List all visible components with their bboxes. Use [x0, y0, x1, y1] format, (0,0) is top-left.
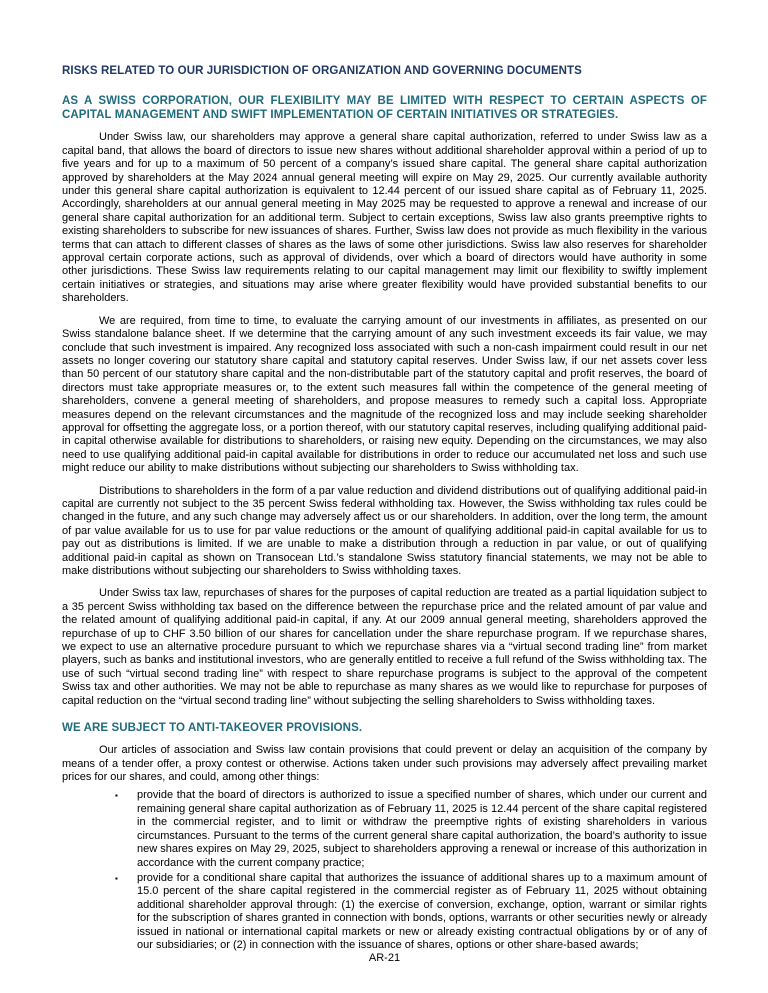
list-item	[62, 872, 707, 952]
paragraph-repurchases: Under Swiss tax law, repurchases of shares for the purposes of capital reduction are treated as a partial liquidation subject to a 35 percent Swiss withholding tax based on the difference between the repurchase price and the related amount of par value and the related amount of qualifying additional paid-in capital, if any. At our 2009 annual general meeting, shareholders approved the repurchase of up to CHF 3.50 billion of our shares for cancellation under the share repurchase program. If we repurchase shares, we expect to use an alternative procedure pursuant to which we repurchase shares via a “virtual second trading line” from market players, such as banks and institutional investors, who are generally entitled to receive a full refund of the Swiss withholding tax. The use of such “virtual second trading line” with respect to share repurchase programs is subject to the approval of the competent Swiss tax and other authorities. We may not be able to repurchase as many shares as we would like to repurchase for purposes of capital reduction on the “virtual second trading line” without subjecting the selling shareholders to Swiss withholding taxes.	[62, 587, 707, 707]
bullet-text-board-authorization: provide that the board of directors is authorized to issue a specified number of shares, which under our current and remaining general share capital authorization as of February 11, 2025 is 12.44 percent of the share capital registered in the commercial register, and to limit or withdraw the preemptive rights of existing shareholders in various circumstances. Pursuant to the terms of the current general share capital authorization, the board’s authority to issue new shares expires on May 29, 2025, subject to shareholders approving a renewal or increase of this authorization in accordance with the current company practice;	[137, 789, 707, 869]
anti-takeover-bullet-list	[62, 787, 707, 952]
bullet-square-icon: ▪	[115, 873, 118, 883]
list-item	[62, 789, 707, 869]
paragraph-capital-band: Under Swiss law, our shareholders may approve a general share capital authorization, referred to under Swiss law as a capital band, that allows the board of directors to issue new shares without additional shareholder approval within a period of up to five years and for up to a maximum of 50 percent of a company’s issued share capital. The general share capital authorization approved by shareholders at the May 2024 annual general meeting will expire on May 29, 2025. Our currently available authority under this general share capital authorization is equivalent to 12.44 percent of our issued share capital as of February 11, 2025. Accordingly, shareholders at our annual general meeting in May 2025 may be requested to approve a renewal and increase of our general share capital authorization for an additional term. Subject to certain exceptions, Swiss law also grants preemptive rights to existing shareholders to subscribe for new issuances of shares. Further, Swiss law does not provide as much flexibility in the various terms that can attach to different classes of shares as the laws of some other jurisdictions. Swiss law also reserves for shareholder approval certain corporate actions, such as approval of dividends, over which a board of directors would have authority in some other jurisdictions. These Swiss law requirements relating to our capital management may limit our flexibility to swiftly implement certain initiatives or strategies, and situations may arise where greater flexibility would have provided substantial benefits to our shareholders.	[62, 131, 707, 305]
paragraph-distributions: Distributions to shareholders in the form of a par value reduction and dividend distributions out of qualifying additional paid-in capital are currently not subject to the 35 percent Swiss federal withholding tax. However, the Swiss withholding tax rules could be changed in the future, and any such change may adversely affect us or our shareholders. In addition, over the long term, the amount of par value available for us to use for par value reductions or the amount of qualifying additional paid-in capital available for us to pay out as distributions is limited. If we are unable to make a distribution through a reduction in par value, or out of qualifying additional paid-in capital as shown on Transocean Ltd.’s standalone Swiss statutory financial statements, we may not be able to make distributions without subjecting our shareholders to Swiss withholding taxes.	[62, 484, 707, 577]
bullet-square-icon: ▪	[115, 791, 118, 801]
paragraph-articles-of-association: Our articles of association and Swiss law contain provisions that could prevent or delay an acquisition of the company by means of a tender offer, a proxy contest or otherwise. Actions taken under such provisions may adversely affect prevailing market prices for our shares, and could, among other things:	[62, 744, 707, 784]
bullet-text-conditional-share-capital: provide for a conditional share capital that authorizes the issuance of additional shares up to a maximum amount of 15.0 percent of the share capital registered in the commercial register as of February 11, 2025 without obtaining additional shareholder approval through: (1) the exercise of conversion, exchange, option, warrant or similar rights for the subscription of shares granted in connection with bonds, options, warrants or other securities newly or already issued in national or international capital markets or new or already existing contractual obligations by or of any of our subsidiaries; or (2) in connection with the issuance of shares, options or other share-based awards;	[137, 871, 707, 951]
page-number: AR-21	[368, 952, 401, 965]
subsection-heading-swiss-corporation: AS A SWISS CORPORATION, OUR FLEXIBILITY MAY BE LIMITED WITH RESPECT TO CERTAIN ASPECTS OF CAPITAL MANAGEMENT AND SWIFT IMPLEMENTATION OF CERTAIN INITIATIVES OR STRATEGIES.	[62, 95, 707, 122]
subsection-heading-anti-takeover: WE ARE SUBJECT TO ANTI-TAKEOVER PROVISIONS.	[62, 722, 363, 735]
paragraph-carrying-amount: We are required, from time to time, to evaluate the carrying amount of our investments in affiliates, as presented on our Swiss standalone balance sheet. If we determine that the carrying amount of any such investment exceeds its fair value, we may conclude that such investment is impaired. Any recognized loss associated with such a non-cash impairment could result in our net assets no longer covering our statutory share capital and statutory capital reserves. Under Swiss law, if our net assets cover less than 50 percent of our statutory share capital and the non-distributable part of the statutory capital and profit reserves, the board of directors must take appropriate measures or, to the extent such measures fall within the competence of the general meeting of shareholders, convene a general meeting of shareholders, and propose measures to remedy such a capital loss. Appropriate measures depend on the relevant circumstances and the magnitude of the recognized loss and may include seeking shareholder approval for offsetting the aggregate loss, or a portion thereof, with our statutory capital reserves, including qualifying additional paid-in capital otherwise available for distributions to shareholders, or raising new equity. Depending on the circumstances, we may also need to use qualifying additional paid-in capital available for distributions in order to reduce our accumulated net loss and such use might reduce our ability to make distributions without subjecting our shareholders to Swiss withholding tax.	[62, 314, 707, 475]
section-heading: RISKS RELATED TO OUR JURISDICTION OF ORGANIZATION AND GOVERNING DOCUMENTS	[62, 65, 582, 77]
